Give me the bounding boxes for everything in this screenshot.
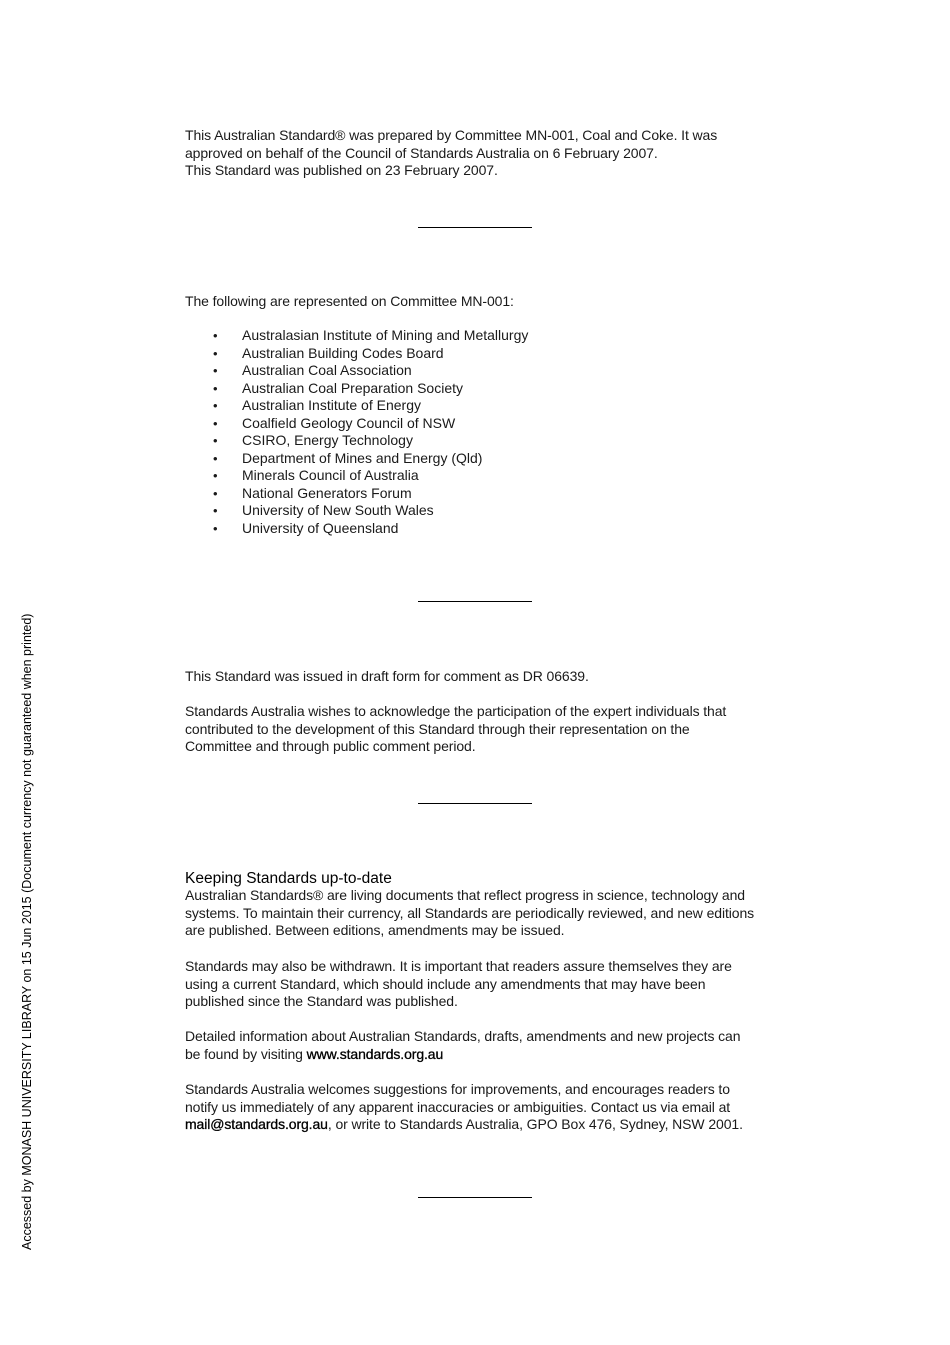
member-name: Minerals Council of Australia [242, 467, 419, 483]
list-item [185, 362, 528, 380]
text-fragment: be found by visiting [185, 1045, 307, 1062]
member-name: CSIRO, Energy Technology [242, 432, 413, 448]
member-name: Department of Mines and Energy (Qld) [242, 449, 483, 466]
member-name: Australasian Institute of Mining and Metallurgy [242, 327, 529, 343]
section-divider [418, 227, 532, 228]
member-name: University of Queensland [242, 519, 399, 536]
paragraph-line: are published. Between editions, amendments may be issued. [185, 922, 565, 939]
paragraph-line: Standards Australia welcomes suggestions for improvements, and encourages readers to [185, 1081, 730, 1097]
list-item [185, 520, 528, 538]
paragraph-line: Detailed information about Australian Standards, drafts, amendments and new projects can [185, 1028, 741, 1044]
member-name: Coalfield Geology Council of NSW [242, 414, 456, 431]
list-item [185, 432, 528, 450]
acknowledgement-paragraph [185, 703, 775, 756]
acknowledgement-line: contributed to the development of this Standard through their representation on the [185, 720, 690, 737]
text-fragment: , or write to Standards Australia, GPO Box 476, Sydney, NSW 2001. [327, 1116, 743, 1133]
paragraph-line: systems. To maintain their currency, all Standards are periodically reviewed, and new editions [185, 904, 755, 921]
bullet-icon: • [213, 450, 218, 466]
bullet-icon: • [213, 345, 218, 361]
keeping-paragraph-3 [185, 1028, 775, 1063]
bullet-icon: • [213, 503, 218, 518]
list-item [185, 485, 528, 503]
member-name: University of New South Wales [242, 502, 434, 518]
bullet-icon: • [213, 328, 218, 343]
paragraph-line [185, 1046, 775, 1064]
acknowledgement-line: Committee and through public comment period. [185, 738, 476, 755]
member-name: Australian Coal Association [242, 362, 412, 378]
bullet-icon: • [213, 380, 218, 396]
bullet-icon: • [213, 433, 218, 448]
keeping-paragraph-4 [185, 1081, 775, 1134]
preamble-line: This Standard was published on 23 February 2007. [185, 162, 498, 179]
list-item [185, 450, 528, 468]
preamble-line: This Australian Standard® was prepared by Committee MN-001, Coal and Coke. It was [185, 127, 718, 143]
acknowledgement-line: Standards Australia wishes to acknowledge the participation of the expert individuals that [185, 703, 727, 719]
section-divider [418, 1197, 532, 1198]
contact-email-link[interactable]: mail@standards.org.au [185, 1116, 328, 1133]
section-divider [418, 803, 532, 804]
section-divider [418, 601, 532, 602]
draft-note: This Standard was issued in draft form for comment as DR 06639. [185, 668, 589, 684]
keeping-paragraph-1 [185, 887, 775, 940]
bullet-icon: • [213, 415, 218, 431]
list-item [185, 397, 528, 415]
member-name: Australian Building Codes Board [242, 344, 444, 361]
bullet-icon: • [213, 398, 218, 413]
committee-intro: The following are represented on Committee MN-001: [185, 293, 514, 309]
bullet-icon: • [213, 485, 218, 501]
list-item [185, 380, 528, 398]
member-name: Australian Institute of Energy [242, 397, 421, 413]
keeping-paragraph-2 [185, 958, 775, 1011]
paragraph-line: Australian Standards® are living documents that reflect progress in science, technology and [185, 887, 745, 903]
paragraph-line [185, 1116, 775, 1134]
committee-member-list [185, 327, 528, 537]
preamble-paragraph [185, 127, 775, 180]
standards-website-link[interactable]: www.standards.org.au [306, 1045, 444, 1062]
paragraph-line: Standards may also be withdrawn. It is important that readers assure themselves they are [185, 958, 732, 974]
paragraph-line: notify us immediately of any apparent inaccuracies or ambiguities. Contact us via email at [185, 1098, 731, 1115]
list-item [185, 345, 528, 363]
bullet-icon: • [213, 363, 218, 378]
bullet-icon: • [213, 520, 218, 536]
list-item [185, 467, 528, 485]
member-name: National Generators Forum [242, 484, 412, 501]
list-item [185, 415, 528, 433]
access-watermark: Accessed by MONASH UNIVERSITY LIBRARY on 15 Jun 2015 (Document currency not guaranteed when printed) [20, 613, 34, 1250]
paragraph-line: using a current Standard, which should include any amendments that may have been [185, 975, 706, 992]
section-heading: Keeping Standards up-to-date [185, 870, 392, 887]
paragraph-line: published since the Standard was published. [185, 993, 458, 1010]
list-item [185, 502, 528, 520]
bullet-icon: • [213, 468, 218, 483]
member-name: Australian Coal Preparation Society [242, 379, 464, 396]
list-item [185, 327, 528, 345]
preamble-line: approved on behalf of the Council of Standards Australia on 6 February 2007. [185, 144, 658, 161]
